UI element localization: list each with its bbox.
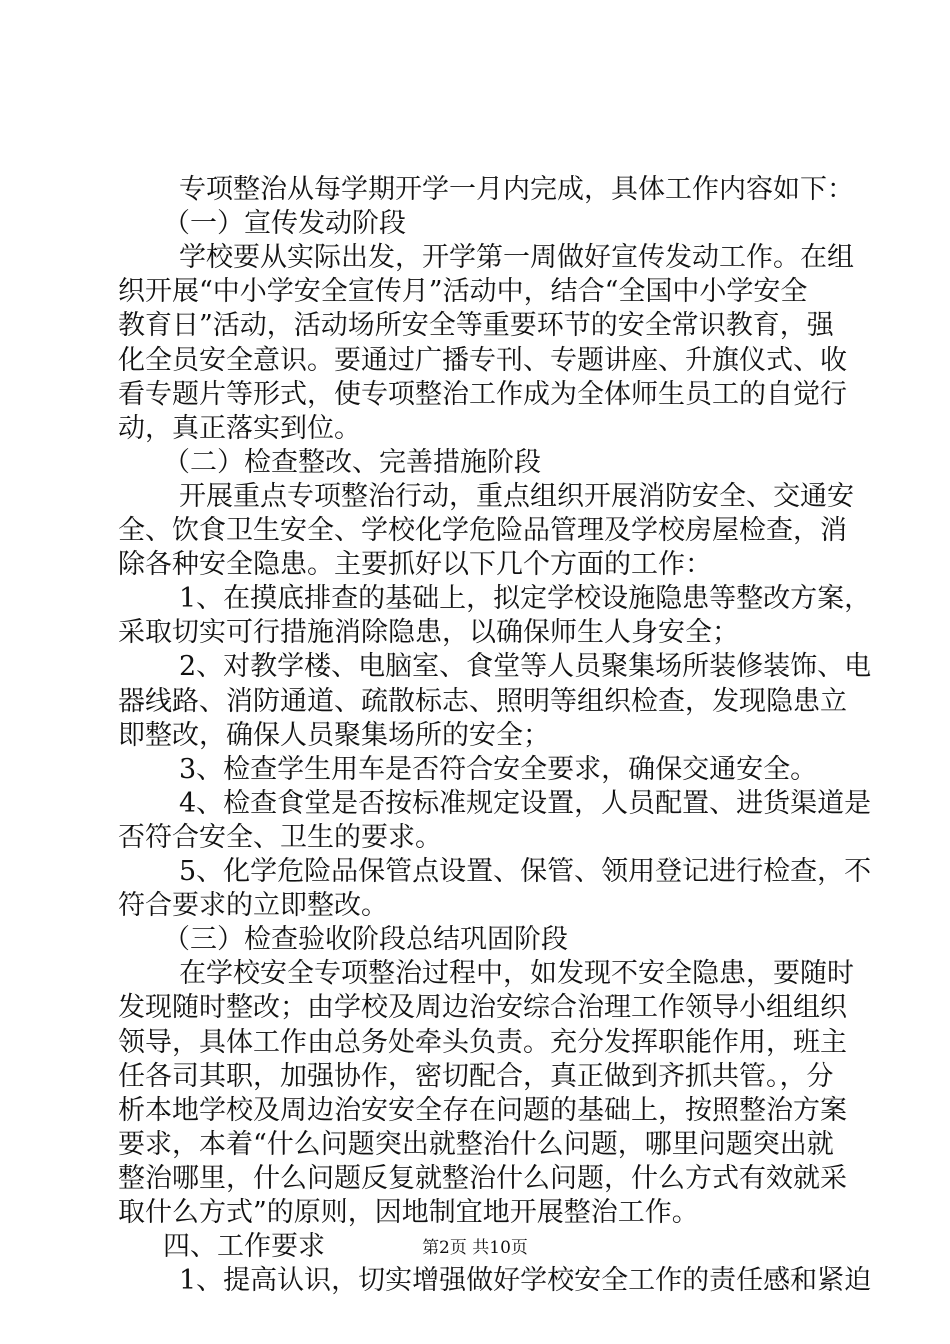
page-number-footer: 第2页 共10页 [422, 1238, 528, 1258]
text-line: 整治哪里，什么问题反复就整治什么问题，什么方式有效就采 [118, 1163, 847, 1194]
text-line: 符合要求的立即整改。 [118, 890, 388, 921]
text-line: 否符合安全、卫生的要求。 [118, 822, 442, 853]
text-line: 1、提高认识，切实增强做好学校安全工作的责任感和紧迫 [179, 1265, 872, 1296]
text-line: 除各种安全隐患。主要抓好以下几个方面的工作： [118, 549, 712, 580]
text-line: 发现随时整改；由学校及周边治安综合治理工作领导小组组织 [118, 992, 847, 1023]
section-heading: （一）宣传发动阶段 [163, 208, 406, 239]
text-line: 专项整治从每学期开学一月内完成，具体工作内容如下： [179, 174, 854, 205]
text-line: 5、化学危险品保管点设置、保管、领用登记进行检查，不 [179, 856, 872, 887]
text-line: 在学校安全专项整治过程中，如发现不安全隐患，要随时 [179, 958, 854, 989]
text-line: 动，真正落实到位。 [118, 413, 361, 444]
text-line: 1、在摸底排查的基础上，拟定学校设施隐患等整改方案， [179, 583, 872, 614]
text-line: 3、检查学生用车是否符合安全要求，确保交通安全。 [179, 754, 818, 785]
text-line: 要求，本着“什么问题突出就整治什么问题，哪里问题突出就 [118, 1129, 834, 1160]
section-heading: （二）检查整改、完善措施阶段 [163, 447, 541, 478]
text-line: 4、检查食堂是否按标准规定设置，人员配置、进货渠道是 [179, 788, 872, 819]
text-line: 开展重点专项整治行动，重点组织开展消防安全、交通安 [179, 481, 854, 512]
text-line: 全、饮食卫生安全、学校化学危险品管理及学校房屋检查，消 [118, 515, 847, 546]
section-heading: （三）检查验收阶段总结巩固阶段 [163, 924, 568, 955]
text-line: 学校要从实际出发，开学第一周做好宣传发动工作。在组 [179, 242, 854, 273]
text-line: 看专题片等形式，使专项整治工作成为全体师生员工的自觉行 [118, 379, 847, 410]
text-line: 教育日”活动，活动场所安全等重要环节的安全常识教育，强 [118, 310, 834, 341]
text-line: 器线路、消防通道、疏散标志、照明等组织检查，发现隐患立 [118, 686, 847, 717]
section-heading: 四、工作要求 [163, 1231, 325, 1262]
text-line: 析本地学校及周边治安安全存在问题的基础上，按照整治方案 [118, 1095, 847, 1126]
text-line: 织开展“中小学安全宣传月”活动中，结合“全国中小学安全 [118, 276, 808, 307]
text-line: 采取切实可行措施消除隐患，以确保师生人身安全； [118, 617, 739, 648]
text-line: 即整改，确保人员聚集场所的安全； [118, 720, 550, 751]
text-line: 取什么方式”的原则，因地制宜地开展整治工作。 [118, 1197, 699, 1228]
text-line: 领导，具体工作由总务处牵头负责。充分发挥职能作用，班主 [118, 1027, 847, 1058]
text-line: 2、对教学楼、电脑室、食堂等人员聚集场所装修装饰、电 [179, 651, 872, 682]
text-line: 任各司其职，加强协作，密切配合，真正做到齐抓共管。，分 [118, 1061, 834, 1092]
text-line: 化全员安全意识。要通过广播专刊、专题讲座、升旗仪式、收 [118, 345, 847, 376]
